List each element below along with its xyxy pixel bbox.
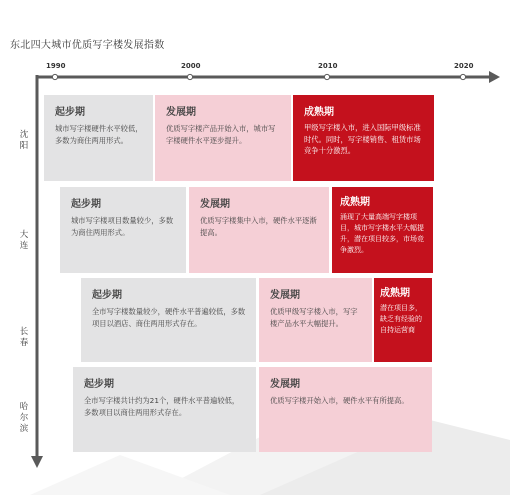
shenyang-stage-start <box>44 95 153 181</box>
stage-label: 成熟期 <box>340 197 370 208</box>
tick-label-2020: 2020 <box>454 62 474 70</box>
stage-description: 优质写字楼开始入市，硬件水平有所提高。 <box>270 396 409 405</box>
tick-marker-2010 <box>324 74 329 79</box>
stage-description: 全市写字楼共计约为21个，硬件水平普遍较低，多数项目以商住两用形式存在。 <box>84 396 240 417</box>
stage-label: 成熟期 <box>380 288 410 299</box>
city-label-harbin: 哈尔滨 <box>19 402 29 434</box>
changchun-stage-growth <box>259 278 372 362</box>
stage-description: 优质写字楼集中入市，硬件水平逐渐提高。 <box>200 216 317 237</box>
tick-label-2000: 2000 <box>181 62 201 70</box>
stage-description: 甲级写字楼入市，进入国际甲级标准时代。同时，写字楼销售、租赁市场竞争十分激烈。 <box>304 123 421 155</box>
stage-description: 城市写字楼硬件水平较低，多数为商住两用形式。 <box>55 124 143 145</box>
city-label-dalian: 大连 <box>19 230 29 251</box>
tick-label-1990: 1990 <box>46 62 66 70</box>
stage-label: 起步期 <box>84 379 114 390</box>
tick-label-2010: 2010 <box>318 62 338 70</box>
tick-marker-2020 <box>460 74 465 79</box>
stage-label: 成熟期 <box>304 107 334 118</box>
stage-label: 起步期 <box>71 199 101 210</box>
city-label-shenyang: 沈阳 <box>19 130 29 151</box>
changchun-stage-mature <box>374 278 432 362</box>
dalian-stage-start <box>60 187 186 273</box>
harbin-stage-start <box>73 367 256 452</box>
page-title: 东北四大城市优质写字楼发展指数 <box>10 40 165 51</box>
stage-description: 涌现了大量高端写字楼项目，城市写字楼水平大幅提升，潜在项目较多，市场竞争激烈。 <box>340 213 424 254</box>
tick-marker-1990 <box>52 74 57 79</box>
stage-label: 起步期 <box>92 290 122 301</box>
stage-label: 起步期 <box>55 107 85 118</box>
stage-label: 发展期 <box>166 107 196 118</box>
stage-label: 发展期 <box>200 199 230 210</box>
tick-marker-2000 <box>187 74 192 79</box>
harbin-stage-growth <box>259 367 432 452</box>
shenyang-stage-growth <box>155 95 291 181</box>
stage-label: 发展期 <box>270 290 300 301</box>
city-label-changchun: 长春 <box>19 327 29 348</box>
shenyang-stage-mature <box>293 95 434 181</box>
stage-label: 发展期 <box>270 379 300 390</box>
stage-description: 优质写字楼产品开始入市，城市写字楼硬件水平逐步提升。 <box>166 124 276 145</box>
stage-description: 潜在项目多，缺乏有经验的自持运营商 <box>380 304 422 334</box>
dalian-stage-mature <box>332 187 433 273</box>
dalian-stage-growth <box>189 187 329 273</box>
time-axis-arrow-icon <box>489 71 500 83</box>
changchun-stage-start <box>81 278 256 362</box>
stage-description: 全市写字楼数量较少，硬件水平普遍较低，多数项目以酒店、商住两用形式存在。 <box>92 307 246 328</box>
stage-description: 城市写字楼项目数量较少，多数为商住两用形式。 <box>71 216 174 237</box>
city-axis-arrow-icon <box>31 456 43 468</box>
stage-description: 优质甲级写字楼入市，写字楼产品水平大幅提升。 <box>270 307 358 328</box>
